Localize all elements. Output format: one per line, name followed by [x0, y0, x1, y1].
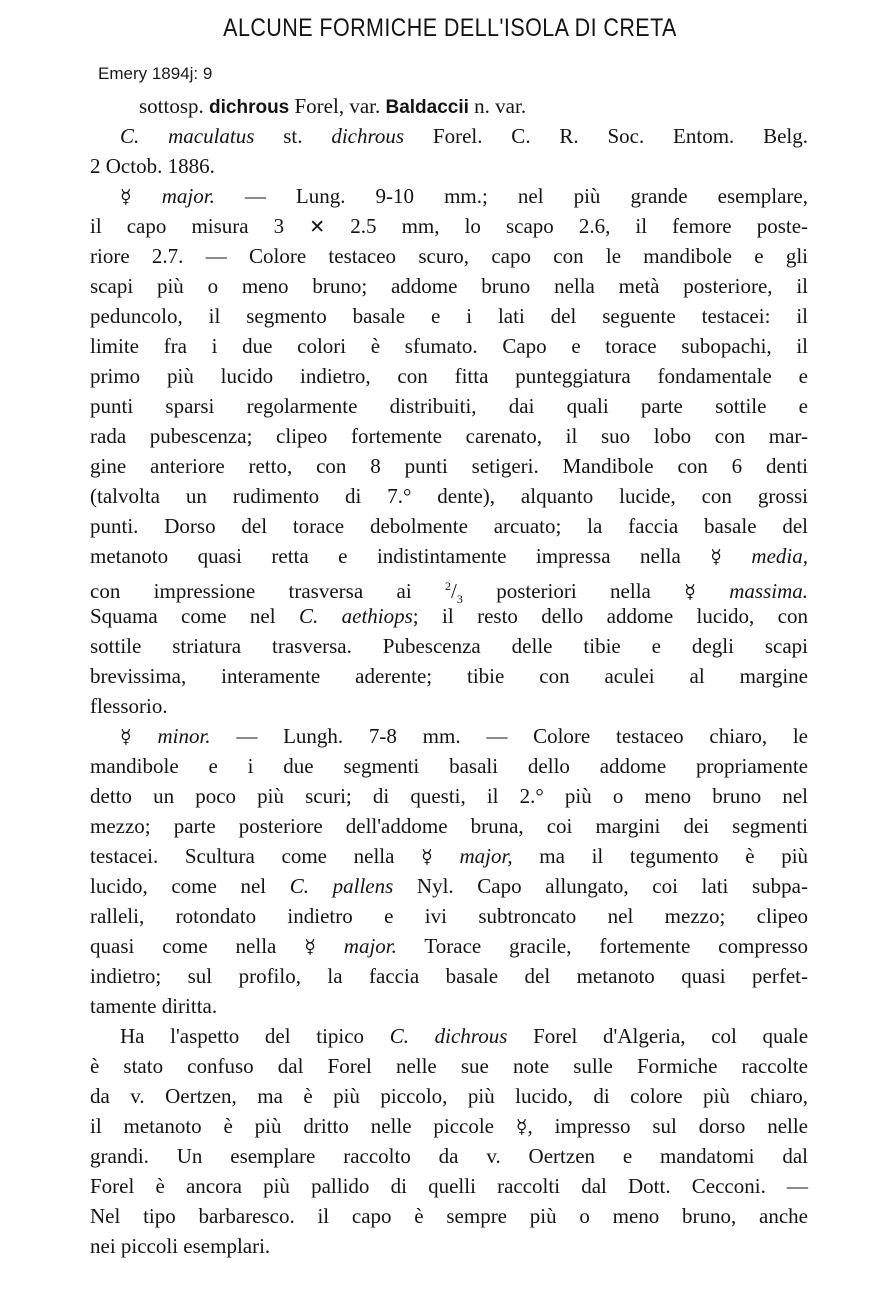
remarks-line-3: da v. Oertzen, ma è più piccolo, più lucido, di colore più chiaro,: [90, 1084, 808, 1108]
heading-suffix: n. var.: [474, 94, 527, 118]
remarks-text-1b: C. dichrous: [389, 1024, 508, 1048]
major-line-13: [90, 541, 808, 571]
major-line-8: punti sparsi regolarmente distribuiti, dai quali parte sottile e: [90, 394, 808, 418]
major-line-17: brevissima, interamente aderente; tibie con aculei al margine: [90, 664, 808, 688]
citation-label: Emery 1894j: 9: [98, 64, 213, 83]
minor-line-1: [90, 721, 808, 751]
major-line-15: [90, 601, 808, 631]
taxon-name: dichrous: [209, 97, 290, 118]
reference-line: [90, 121, 808, 151]
major-line-12: punti. Dorso del torace debolmente arcuato; la faccia basale del: [90, 514, 808, 538]
ref-subspecies: dichrous: [331, 124, 405, 148]
ref-source: Forel. C. R. Soc. Entom. Belg.: [432, 124, 809, 148]
major-line-3: riore 2.7. — Colore testaceo scuro, capo con le mandibole e gli: [90, 244, 808, 268]
minor-text-5b: major,: [459, 844, 513, 868]
fraction-denominator: 3: [456, 592, 463, 607]
taxon-heading: [90, 91, 808, 121]
minor-line-5: [90, 841, 808, 871]
worker-symbol-icon: ☿: [120, 186, 132, 208]
major-line-14: [90, 571, 809, 607]
caste-label-minor: minor.: [157, 724, 211, 748]
major-text-2a: il capo misura 3: [90, 214, 285, 238]
major-text-14c: massima.: [729, 579, 809, 603]
variety-name: Baldaccii: [385, 97, 469, 118]
major-line-9: rada pubescenza; clipeo fortemente carenato, il suo lobo con mar-: [90, 424, 808, 448]
major-text-15b: C. aethiops: [298, 604, 413, 628]
remarks-line-5: grandi. Un esemplare raccolto da v. Oertzen e mandatomi dal: [90, 1144, 808, 1168]
worker-symbol-icon: ☿: [515, 1116, 528, 1138]
times-symbol-icon: ✕: [309, 216, 326, 238]
minor-text-6b: C. pallens: [289, 874, 394, 898]
major-line-5: peduncolo, il segmento basale e i lati del seguente testacei: il: [90, 304, 808, 328]
major-text-14b: posteriori nella: [496, 579, 651, 603]
worker-symbol-icon: ☿: [684, 581, 696, 603]
ref-species: maculatus: [168, 124, 255, 148]
minor-text-5a: testacei. Scultura come nella: [90, 844, 395, 868]
minor-text-8b: major.: [343, 934, 397, 958]
major-line-7: primo più lucido indietro, con fitta punteggiatura fondamentale e: [90, 364, 808, 388]
worker-symbol-icon: ☿: [710, 546, 722, 568]
minor-text-5c: ma il tegumento è più: [539, 844, 809, 868]
major-text-13b: media,: [751, 544, 808, 568]
minor-line-2: mandibole e i due segmenti basali dello addome propriamente: [90, 754, 808, 778]
worker-symbol-icon: ☿: [421, 846, 433, 868]
reference-date: 2 Octob. 1886.: [90, 154, 215, 178]
caste-label-major: major.: [161, 184, 215, 208]
minor-text-6a: lucido, come nel: [90, 874, 267, 898]
fraction: $^2/_3$: [445, 579, 463, 607]
remarks-line-8: nei piccoli esemplari.: [90, 1234, 271, 1258]
major-line-16: sottile striatura trasversa. Pubescenza delle tibie e degli scapi: [90, 634, 808, 658]
remarks-line-1: [90, 1021, 808, 1051]
worker-symbol-icon: ☿: [304, 936, 316, 958]
remarks-line-6: Forel è ancora più pallido di quelli raccolti dal Dott. Cecconi. —: [90, 1174, 808, 1198]
minor-text-6c: Nyl. Capo allungato, coi lati subpa-: [416, 874, 808, 898]
page-title: ALCUNE FORMICHE DELL'ISOLA DI CRETA: [223, 14, 677, 42]
major-line-1: [90, 181, 808, 211]
major-text-13a: metanoto quasi retta e indistintamente impressa nella: [90, 544, 681, 568]
minor-line-3: detto un poco più scuri; di questi, il 2.° più o meno bruno nel: [90, 784, 808, 808]
minor-line-7: ralleli, rotondato indietro e ivi subtroncato nel mezzo; clipeo: [90, 904, 808, 928]
minor-line-6: [90, 871, 808, 901]
document-body: [90, 91, 808, 1261]
worker-symbol-icon: ☿: [120, 726, 132, 748]
major-line-4: scapi più o meno bruno; addome bruno nella metà posteriore, il: [90, 274, 808, 298]
fraction-numerator: 2: [445, 579, 452, 593]
remarks-text-1a: Ha l'aspetto del tipico: [120, 1024, 365, 1048]
remarks-line-2: è stato confuso dal Forel nelle sue note sulle Formiche raccolte: [90, 1054, 808, 1078]
major-text-14a: con impressione trasversa ai: [90, 579, 412, 603]
heading-mid: Forel, var.: [294, 94, 381, 118]
minor-line-8: [90, 931, 808, 961]
minor-line-9: indietro; sul profilo, la faccia basale del metanoto quasi perfet-: [90, 964, 808, 988]
remarks-line-7: Nel tipo barbaresco. il capo è sempre più o meno bruno, anche: [90, 1204, 808, 1228]
minor-text-8c: Torace gracile, fortemente compresso: [424, 934, 808, 958]
ref-st: st.: [283, 124, 303, 148]
heading-prefix: sottosp.: [139, 94, 204, 118]
major-line-11: (talvolta un rudimento di 7.° dente), alquanto lucide, con grossi: [90, 484, 808, 508]
major-line-10: gine anteriore retto, con 8 punti setigeri. Mandibole con 6 denti: [90, 454, 808, 478]
major-line-18: flessorio.: [90, 694, 168, 718]
remarks-line-4: [90, 1111, 808, 1141]
major-line-6: limite fra i due colori è sfumato. Capo e torace subopachi, il: [90, 334, 808, 358]
major-text-2b: 2.5 mm, lo scapo 2.6, il femore poste-: [350, 214, 809, 238]
remarks-text-4a: il metanoto è più dritto nelle piccole: [90, 1114, 495, 1138]
minor-text-1: — Lungh. 7-8 mm. — Colore testaceo chiaro, le: [236, 724, 809, 748]
ref-genus: C.: [120, 124, 140, 148]
major-text-15c: ; il resto dello addome lucido, con: [412, 604, 809, 628]
minor-text-8a: quasi come nella: [90, 934, 277, 958]
remarks-text-4b: , impresso sul dorso nelle: [527, 1114, 809, 1138]
major-text-15a: Squama come nel: [90, 604, 276, 628]
minor-line-4: mezzo; parte posteriore dell'addome bruna, coi margini dei segmenti: [90, 814, 808, 838]
major-text-1: — Lung. 9-10 mm.; nel più grande esemplare,: [244, 184, 808, 208]
major-line-2: [90, 211, 808, 241]
remarks-text-1c: Forel d'Algeria, col quale: [533, 1024, 809, 1048]
minor-line-10: tamente diritta.: [90, 994, 218, 1018]
